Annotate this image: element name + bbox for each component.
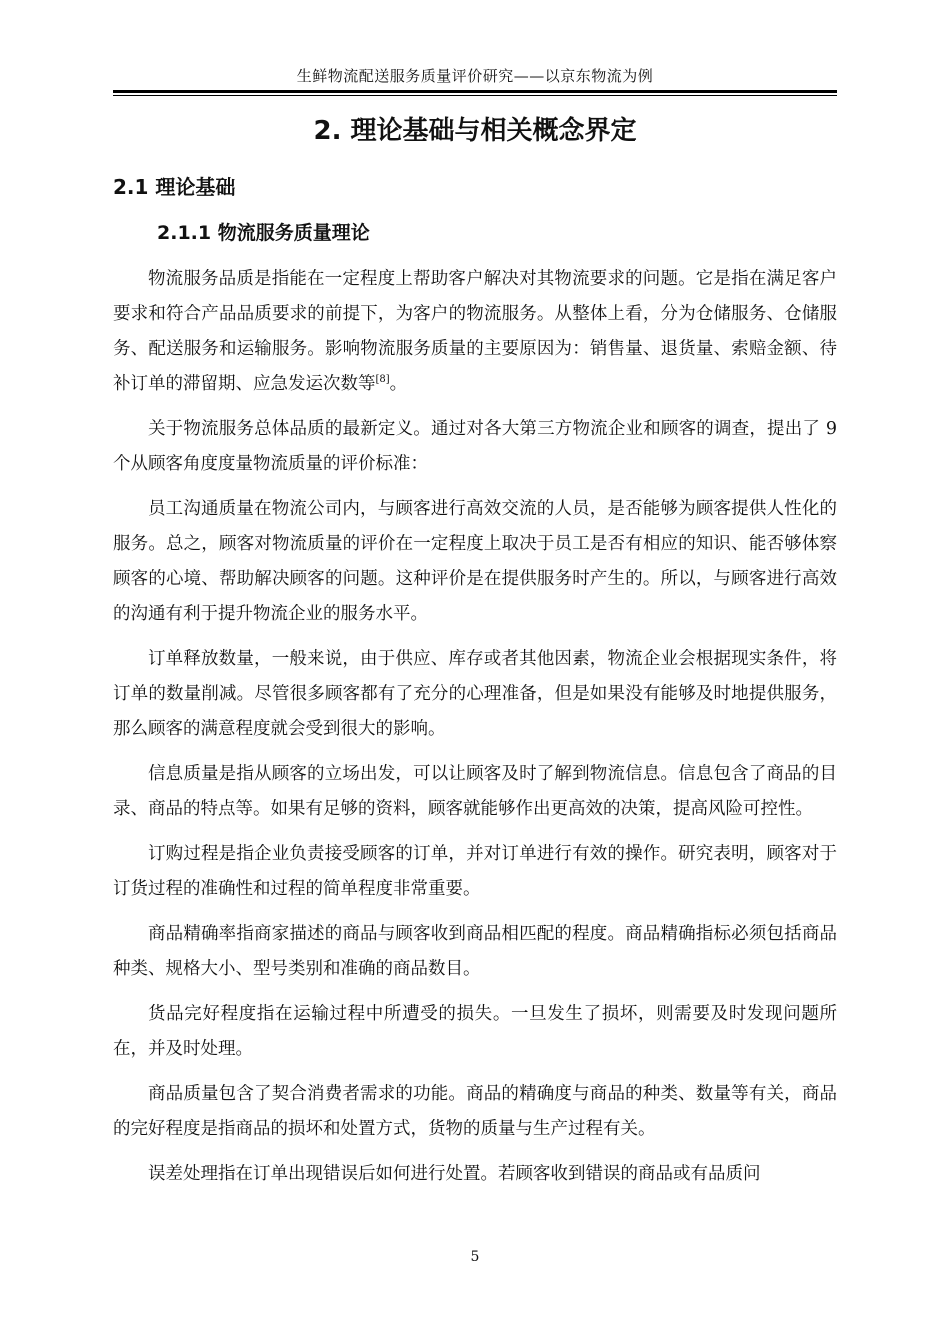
section-title: 2.1 理论基础 bbox=[113, 175, 236, 199]
header-rule-thin bbox=[113, 95, 837, 96]
paragraph: 货品完好程度指在运输过程中所遭受的损失。一旦发生了损坏，则需要及时发现问题所在，并及时处理。 bbox=[113, 1004, 837, 1059]
running-header: 生鲜物流配送服务质量评价研究——以京东物流为例 bbox=[296, 67, 654, 85]
chapter-title: 2. 理论基础与相关概念界定 bbox=[313, 116, 637, 146]
paragraph: 误差处理指在订单出现错误后如何进行处置。若顾客收到错误的商品或有品质问 bbox=[148, 1164, 761, 1184]
paragraph: 信息质量是指从顾客的立场出发，可以让顾客及时了解到物流信息。信息包含了商品的目录、商品的特点等。如果有足够的资料，顾客就能够作出更高效的决策，提高风险可控性。 bbox=[113, 764, 837, 819]
paragraph: 订购过程是指企业负责接受顾客的订单，并对订单进行有效的操作。研究表明，顾客对于订货过程的准确性和过程的简单程度非常重要。 bbox=[113, 844, 837, 899]
paragraph: 商品质量包含了契合消费者需求的功能。商品的精确度与商品的种类、数量等有关，商品的完好程度是指商品的损坏和处置方式，货物的质量与生产过程有关。 bbox=[113, 1084, 837, 1139]
paragraph-tail: 。 bbox=[389, 374, 408, 394]
paragraph: 关于物流服务总体品质的最新定义。通过对各大第三方物流企业和顾客的调查，提出了 9 个从顾客角度度量物流质量的评价标准： bbox=[113, 419, 837, 474]
paragraph bbox=[113, 262, 837, 402]
paragraph: 员工沟通质量在物流公司内，与顾客进行高效交流的人员，是否能够为顾客提供人性化的服务。总之，顾客对物流质量的评价在一定程度上取决于员工是否有相应的知识、能否够体察顾客的心境、帮助解决顾客的问题。这种评价是在提供服务时产生的。所以，与顾客进行高效的沟通有利于提升物流企业的服务水平。 bbox=[113, 499, 837, 624]
header-rule-thick bbox=[113, 90, 837, 93]
paragraph: 订单释放数量，一般来说，由于供应、库存或者其他因素，物流企业会根据现实条件，将订单的数量削减。尽管很多顾客都有了充分的心理准备，但是如果没有能够及时地提供服务，那么顾客的满意程度就会受到很大的影响。 bbox=[113, 649, 837, 739]
subsection-title: 2.1.1 物流服务质量理论 bbox=[157, 222, 370, 244]
citation-superscript: [8] bbox=[375, 374, 390, 386]
page-number: 5 bbox=[470, 1249, 480, 1265]
paragraph-text: 物流服务品质是指能在一定程度上帮助客户解决对其物流要求的问题。它是指在满足客户要求和符合产品品质要求的前提下，为客户的物流服务。从整体上看，分为仓储服务、仓储服务、配送服务和运输服务。影响物流服务质量的主要原因为：销售量、退货量、索赔金额、待补订单的滞留期、应急发运次数等 bbox=[113, 269, 837, 394]
paragraph: 商品精确率指商家描述的商品与顾客收到商品相匹配的程度。商品精确指标必须包括商品种类、规格大小、型号类别和准确的商品数目。 bbox=[113, 924, 837, 979]
body-text bbox=[113, 262, 837, 1202]
